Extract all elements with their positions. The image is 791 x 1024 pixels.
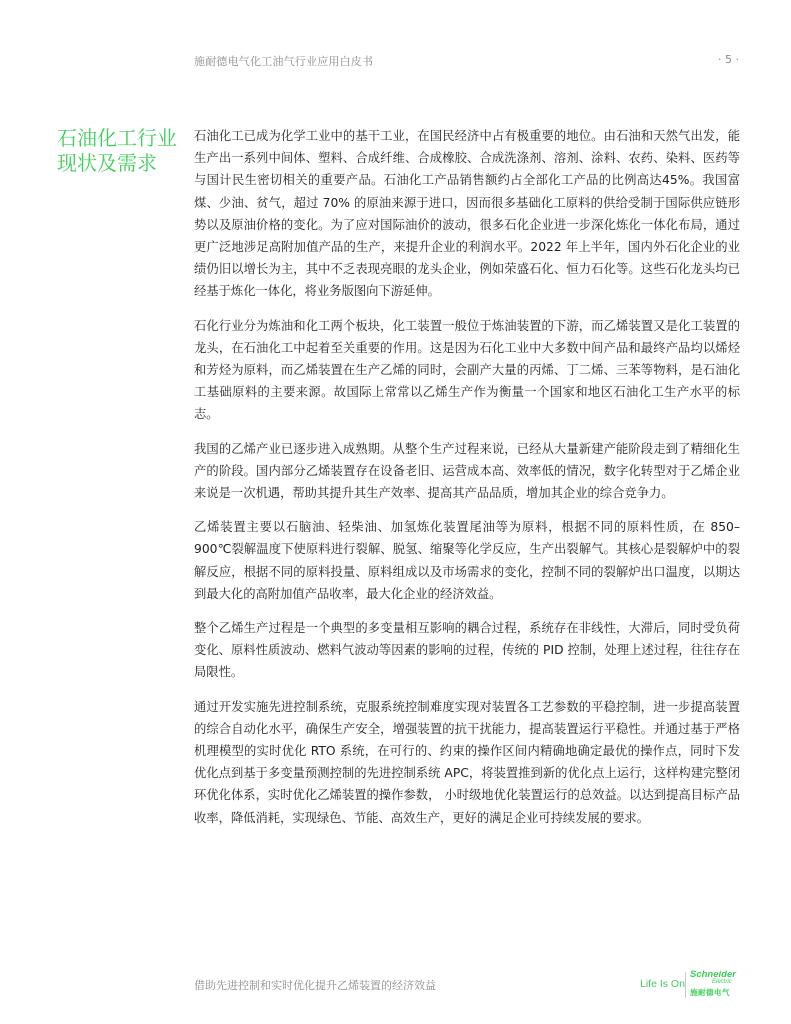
section-heading: 石油化工行业现状及需求 [57, 126, 177, 175]
life-is-on-tagline: Life Is On [640, 978, 685, 990]
logo-sub: Electric [712, 979, 732, 985]
page-number: · 5 · [718, 53, 739, 66]
paragraph-6: 通过开发实施先进控制系统，克服系统控制难度实现对装置各工艺参数的平稳控制，进一步提高装置的综合自动化水平，确保生产安全，增强装置的抗干扰能力，提高装置运行平稳性。并通过基于严格机理模型的实时优化 RTO 系统，在可行的、约束的操作区间内精确地确定最优的操作点，同时下发优化点到基于多变量预测控制的先进控制系统 APC，将装置推到新的优化点上运行，这样构建完整闭环优化体系，实时优化乙烯装置的操作参数， 小时级地优化装置运行的总效益。以达到提高目标产品收率，降低消耗，实现绿色、节能、高效生产，更好的满足企业可持续发展的要求。 [194, 699, 740, 825]
paragraph-3: 我国的乙烯产业已逐步进入成熟期。从整个生产过程来说，已经从大量新建产能阶段走到了精细化生产的阶段。国内部分乙烯装置存在设备老旧、运营成本高、效率低的情况，数字化转型对于乙烯企业来说是一次机遇，帮助其提升其生产效率、提高其产品品质，增加其企业的综合竞争力。 [194, 441, 740, 501]
paragraph-2: 石化行业分为炼油和化工两个板块，化工装置一般位于炼油装置的下游，而乙烯装置又是化工装置的龙头，在石油化工中起着至关重要的作用。这是因为石化工业中大多数中间产品和最终产品均以烯烃和芳烃为原料，而乙烯装置在生产乙烯的同时，会副产大量的丙烯、丁二烯、三苯等物料，是石油化工基础原料的主要来源。故国际上常常以乙烯生产作为衡量一个国家和地区石油化工生产水平的标志。 [194, 318, 740, 422]
footer-caption: 借助先进控制和实时优化提升乙烯装置的经济效益 [194, 979, 436, 992]
paragraph-1: 石油化工已成为化学工业中的基干工业，在国民经济中占有极重要的地位。由石油和天然气出发，能生产出一系列中间体、塑料、合成纤维、合成橡胶、合成洗涤剂、溶剂、涂料、农药、染料、医药等与国计民生密切相关的重要产品。石油化工产品销售额约占全部化工产品的比例高达45%。我国富煤、少油、贫气，超过 70% 的原油来源于进口，因而很多基础化工原料的供给受制于国际供应链形势以及原油价格的变化。为了应对国际油价的波动，很多石化企业进一步深化炼化一体化布局，通过更广泛地涉足高附加值产品的生产，来提升企业的利润水平。2022 年上半年，国内外石化企业的业绩仍旧以增长为主，其中不乏表现亮眼的龙头企业，例如荣盛石化、恒力石化等。这些石化龙头均已经基于炼化一体化，将业务版图向下游延伸。 [194, 129, 740, 299]
logo-name: Schneider [690, 969, 736, 980]
paragraph-4: 乙烯装置主要以石脑油、轻柴油、加氢炼化装置尾油等为原料，根据不同的原料性质，在 850–900℃裂解温度下使原料进行裂解、脱氢、缩聚等化学反应，生产出裂解气。其核心是裂解炉中的裂解反应，根据不同的原料投量、原料组成以及市场需求的变化，控制不同的裂解炉出口温度，以期达到最大化的高附加值产品收率，最大化企业的经济效益。 [194, 520, 740, 601]
header-title: 施耐德电气化工油气行业应用白皮书 [194, 55, 374, 68]
logo-chinese-name: 施耐德电气 [690, 988, 730, 997]
paragraph-5: 整个乙烯生产过程是一个典型的多变量相互影响的耦合过程，系统存在非线性，大滞后，同时受负荷变化、原料性质波动、燃料气波动等因素的影响的过程，传统的 PID 控制，处理上述过程，往往存在局限性。 [194, 621, 740, 680]
brand-divider [685, 972, 686, 998]
schneider-electric-logo [690, 970, 742, 1000]
body-text [194, 125, 740, 841]
